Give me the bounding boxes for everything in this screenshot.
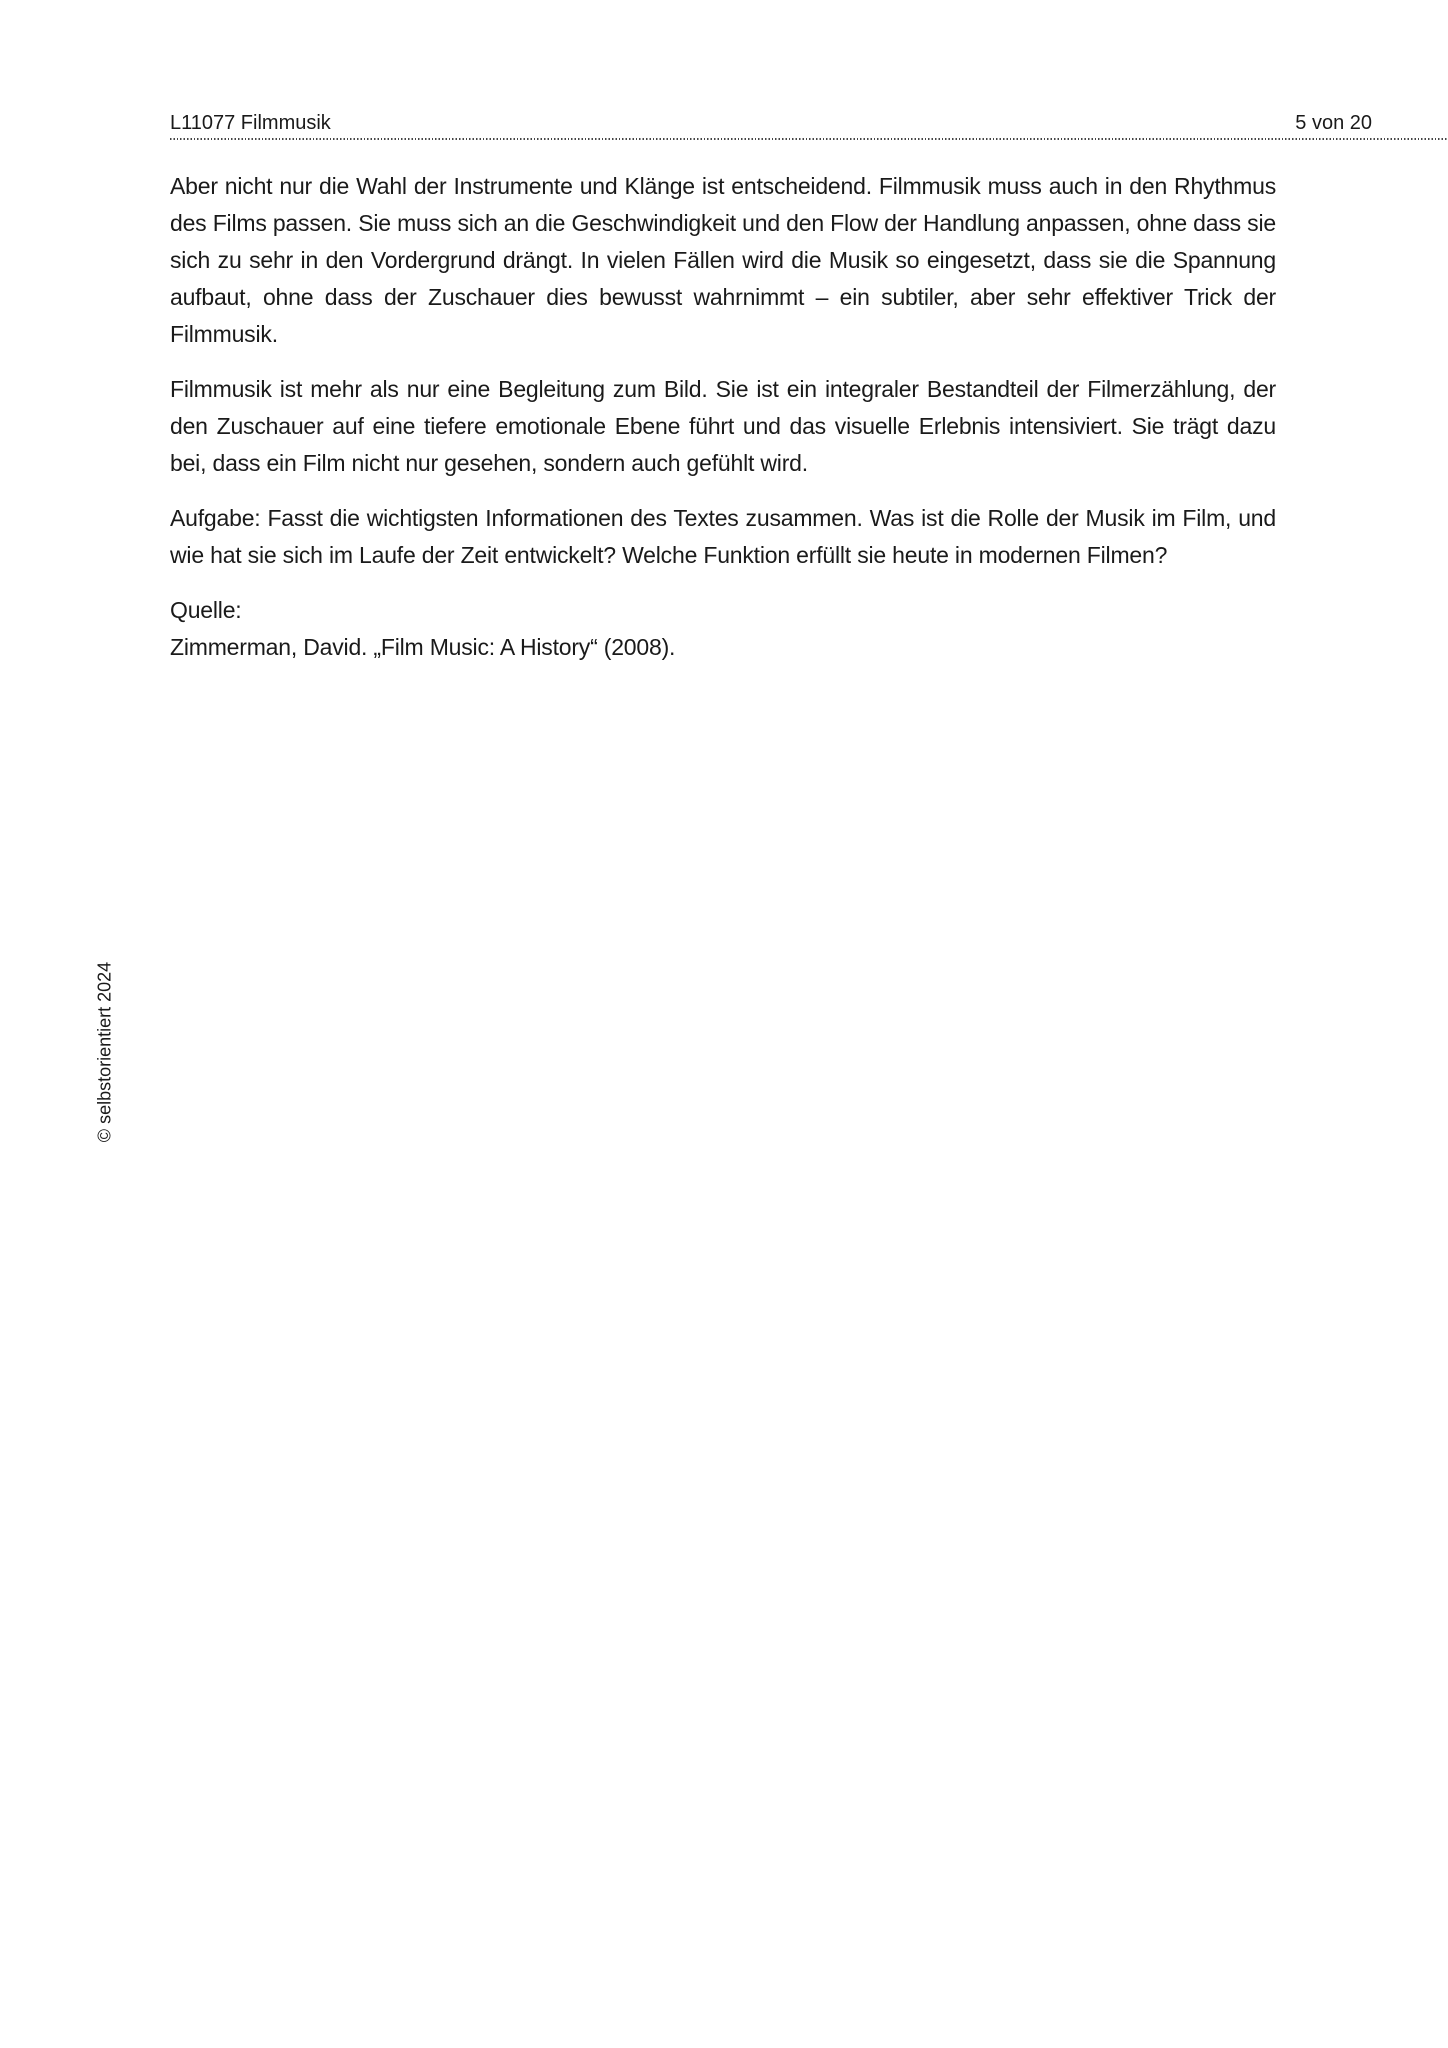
- paragraph-task: Aufgabe: Fasst die wichtigsten Informationen des Textes zusammen. Was ist die Rolle der Musik im Film, und wie hat sie sich im Laufe der Zeit entwickelt? Welche Funktion erfüllt sie heute in modernen Filmen?: [170, 505, 1276, 568]
- paragraph-integral-part: Filmmusik ist mehr als nur eine Begleitung zum Bild. Sie ist ein integraler Bestandteil der Filmerzählung, der den Zuschauer auf eine tiefere emotionale Ebene führt und das visuelle Erlebnis intensiviert. Sie trägt dazu bei, dass ein Film nicht nur gesehen, sondern auch gefühlt wird.: [170, 376, 1276, 476]
- header-page-indicator: 5 von 20: [1295, 112, 1372, 134]
- source-label: Quelle:: [170, 597, 242, 623]
- copyright-vertical-text: © selbstorientiert 2024: [94, 961, 115, 1143]
- header-dotted-rule: [170, 138, 1448, 140]
- source-citation: Zimmerman, David. „Film Music: A History“ (2008).: [170, 634, 676, 660]
- header-document-code: L11077 Filmmusik: [170, 112, 331, 134]
- source-block: [170, 592, 1276, 666]
- paragraph-instruments-rhythm: Aber nicht nur die Wahl der Instrumente und Klänge ist entscheidend. Filmmusik muss auch in den Rhythmus des Films passen. Sie muss sich an die Geschwindigkeit und den Flow der Handlung anpassen, ohne dass sie sich zu sehr in den Vordergrund drängt. In vielen Fällen wird die Musik so eingesetzt, dass sie die Spannung aufbaut, ohne dass der Zuschauer dies bewusst wahrnimmt – ein subtiler, aber sehr effektiver Trick der Filmmusik.: [170, 173, 1276, 347]
- text-column: [170, 168, 1276, 666]
